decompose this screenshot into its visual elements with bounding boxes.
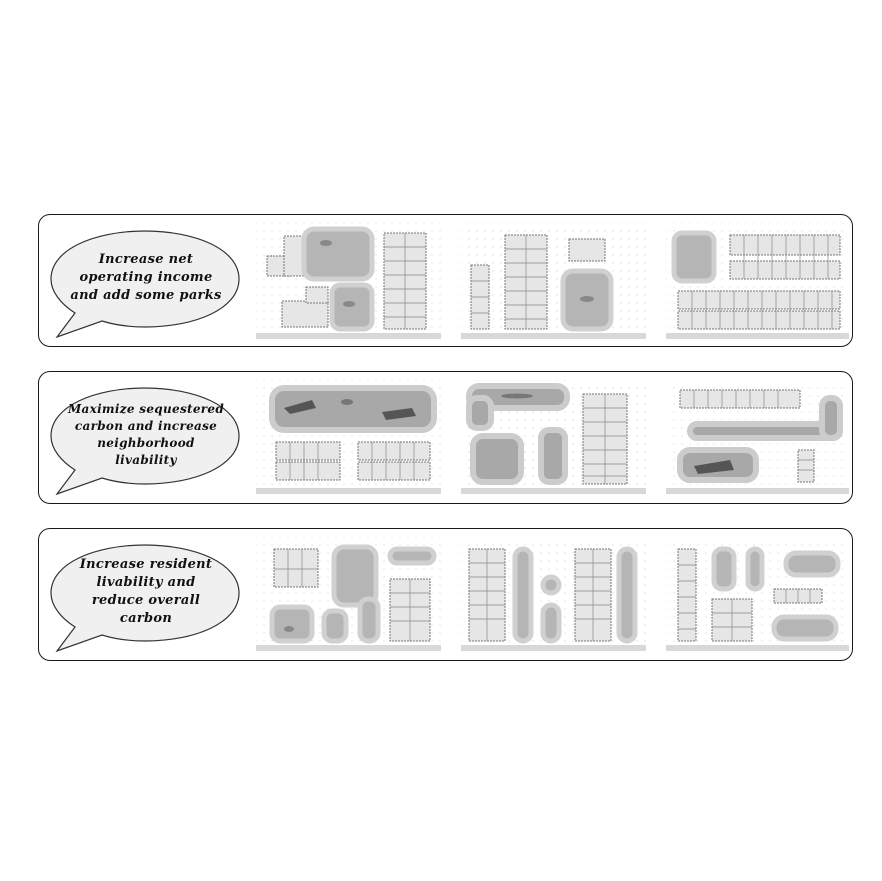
prompt-text: Increase net operating income and add some parks	[70, 252, 222, 303]
site-plan-2	[461, 380, 646, 494]
site-plan-2	[461, 223, 646, 339]
speech-bubble-3	[45, 537, 245, 652]
speech-bubble-2	[45, 380, 245, 495]
site-plan-2	[461, 537, 646, 651]
scenario-row-1	[38, 214, 853, 347]
site-plan-3	[666, 223, 849, 339]
speech-bubble-1	[45, 223, 245, 338]
prompt-text: Increase resident livability and reduce overall carbon	[79, 557, 213, 626]
site-plans	[254, 535, 849, 655]
site-plan-3	[666, 380, 849, 494]
site-plan-1	[256, 380, 441, 494]
scenario-row-2	[38, 371, 853, 504]
site-plan-1	[256, 223, 441, 339]
site-plans	[254, 221, 849, 341]
prompt-text: Maximize sequestered carbon and increase neighborhood livability	[67, 402, 225, 467]
site-plan-3	[666, 537, 849, 651]
site-plans	[254, 378, 849, 498]
scenario-row-3	[38, 528, 853, 661]
site-plan-1	[256, 537, 441, 651]
